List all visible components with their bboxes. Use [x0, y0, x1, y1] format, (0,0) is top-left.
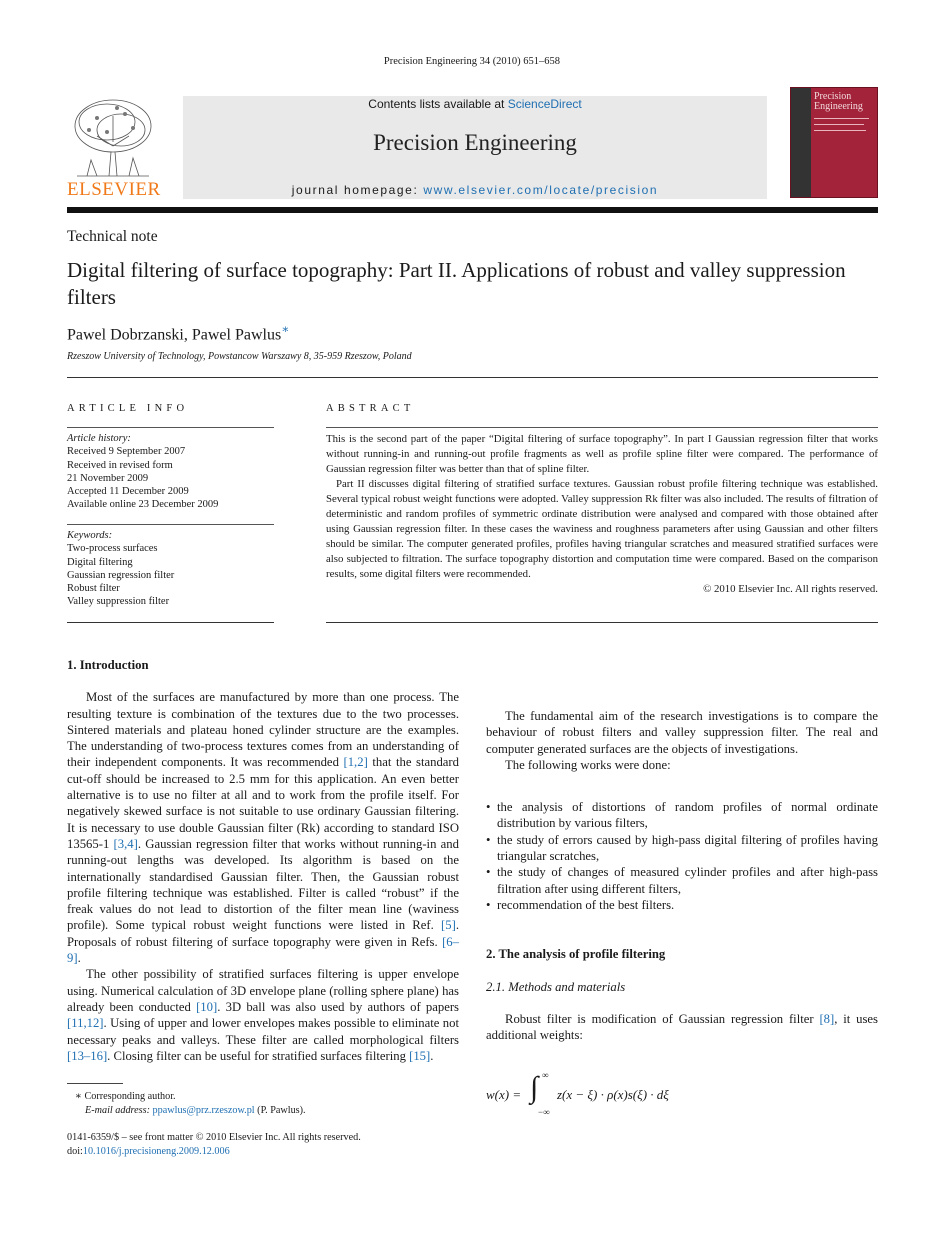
affiliation: Rzeszow University of Technology, Powstancow Warszawy 8, 35-959 Rzeszow, Poland	[67, 351, 412, 362]
journal-title: Precision Engineering	[373, 130, 577, 155]
keyword-item: Robust filter	[67, 583, 120, 595]
footnote	[67, 1090, 459, 1118]
citation-link[interactable]: [3,4]	[113, 836, 138, 851]
body-paragraph: The other possibility of stratified surfaces filtering is upper envelope using. Numerical calculation of 3D envelope plane (rolling sphere plane) has already been conducted [10]. 3D ball was also used by authors of papers [11,12]. Using of upper and lower envelopes makes possible to eliminate not necessary peaks and valleys. These filter are called morphological filters [13–16]. Closing filter can be useful for stratified surfaces filtering [15].	[67, 967, 459, 1063]
body-paragraph: The fundamental aim of the research investigations is to compare the behaviour of robust filters and valley suppression filter. The real and computer generated surfaces are the objects of investigations.	[486, 709, 878, 756]
abstract-paragraph: Part II discusses digital filtering of stratified surface textures. Gaussian robust profile filtering technique was established. Several typical robust weight functions were adopted. Valley suppression Rk filter was also included. The results of filtration of deterministic and random profiles of symmetric ordinate distribution were analysed and compared with those obtained after using Gaussian regression filter. In these cases the waviness and roughness parameters after using Gaussian and other filters should be similar. The computer generated profiles, profiles having triangular scratches and measured stratified surfaces were also subjected to filtration. The surface topography distortion and computation time were compared. Based on the comparison results, some digital filters were recommended.	[326, 478, 878, 580]
list-item: • the study of errors caused by high-pass digital filtering of profiles having triangular scratches,	[486, 832, 878, 864]
footnote-rule	[67, 1083, 123, 1084]
footnote-mark: ∗	[75, 1091, 82, 1102]
doi-link[interactable]: 10.1016/j.precisioneng.2009.12.006	[82, 1146, 230, 1157]
elsevier-logo[interactable]	[67, 96, 159, 200]
homepage-prefix: journal homepage:	[291, 183, 424, 197]
article-type: Technical note	[67, 228, 158, 245]
citation-link[interactable]: [13–16]	[67, 1048, 108, 1063]
integral-sign: ∫	[530, 1071, 539, 1104]
citation-link[interactable]: [10]	[196, 999, 218, 1014]
journal-masthead	[183, 96, 767, 199]
keyword-item: Two-process surfaces	[67, 543, 158, 555]
article-history	[67, 432, 274, 512]
keyword-item: Valley suppression filter	[67, 596, 170, 608]
email-label: E-mail address:	[85, 1105, 150, 1116]
contents-line	[183, 97, 767, 111]
equation	[486, 1070, 878, 1119]
journal-cover[interactable]	[790, 87, 878, 198]
corresponding-author-mark[interactable]: ∗	[281, 322, 290, 336]
work-list	[486, 799, 878, 913]
equation-lhs: w(x) =	[486, 1087, 522, 1102]
abstract-paragraph: This is the second part of the paper “Digital filtering of surface topography”. In part I Gaussian regression filter that works without running-in and running-out profile fragments as well as profile spline filter were compared. The performance of Gaussian regression filter was better than that of spline filter.	[326, 433, 878, 475]
cover-decor-line	[814, 124, 864, 125]
citation-link[interactable]: [11,12]	[67, 1016, 104, 1031]
citation-link[interactable]: [1,2]	[343, 755, 368, 770]
body-paragraph: Most of the surfaces are manufactured by more than one process. The resulting texture is combination of the textures due to the two processes. Sintered materials and plateau honed cylinder structure are the examples. The understanding of two-process textures comes from an understanding of their independent components. It was recommended [1,2] that the standard cut-off should be increased to 2.5 mm for this application. An even better alternative is to use no filter at all and to work from the profile itself. For negatively skewed surface is not suitable to use ordinary Gaussian filtering. It is necessary to use double Gaussian filter (Rk) according to standard ISO 13565-1 [3,4]. Gaussian regression filter that works without running-in and running-out lengths was developed. Its algorithm is based on the internationally standardised Gaussian filter. Then, the Gaussian robust profile filtering technique was established. Filter is called “robust” if the freak values do not lead to distortion of the filter mean line (waviness profile). Some typical robust weight functions were listed in Ref. [5]. Proposals of robust filtering of surface topography were given in Refs. [6–9].	[67, 690, 459, 966]
header-rule	[67, 207, 878, 213]
footnote-text: Corresponding author.	[84, 1091, 176, 1102]
elsevier-tree-icon	[67, 96, 159, 180]
divider	[326, 427, 878, 428]
left-column	[67, 657, 459, 1064]
cover-title	[814, 92, 863, 112]
cover-decor-line	[814, 130, 866, 131]
doi-line: doi:10.1016/j.precisioneng.2009.12.006	[67, 1146, 230, 1157]
abstract-copyright: © 2010 Elsevier Inc. All rights reserved.	[703, 583, 878, 595]
history-item: Available online 23 December 2009	[67, 499, 219, 511]
history-item: 21 November 2009	[67, 472, 149, 484]
integral-upper-limit: ∞	[542, 1070, 549, 1080]
running-header: Precision Engineering 34 (2010) 651–658	[383, 56, 561, 67]
journal-homepage	[183, 183, 767, 197]
abstract-heading: ABSTRACT	[326, 403, 415, 414]
list-item: • the analysis of distortions of random profiles of normal ordinate distribution by various filters,	[486, 800, 878, 831]
authors	[67, 322, 289, 344]
article-title: Digital filtering of surface topography: Part II. Applications of robust and valley suppression filters	[67, 258, 846, 309]
abstract-body	[326, 432, 878, 597]
integral-lower-limit: −∞	[538, 1107, 550, 1117]
issn-line: 0141-6359/$ – see front matter © 2010 Elsevier Inc. All rights reserved.	[67, 1132, 361, 1143]
subsection-heading: 2.1. Methods and materials	[486, 979, 626, 994]
keyword-item: Digital filtering	[67, 556, 133, 568]
cover-decor-line	[814, 118, 869, 119]
body-paragraph: The following works were done:	[505, 757, 671, 772]
list-item: • the study of changes of measured cylinder profiles and after high-pass filtration after using different filters,	[486, 865, 878, 896]
sciencedirect-link[interactable]: ScienceDirect	[507, 97, 582, 111]
history-label: Article history:	[67, 433, 131, 444]
cover-strip	[791, 88, 811, 197]
list-item: • recommendation of the best filters.	[486, 897, 675, 912]
history-item: Received 9 September 2007	[67, 446, 186, 458]
article-info-heading: ARTICLE INFO	[67, 403, 189, 414]
body-paragraph: Robust filter is modification of Gaussian regression filter [8], it uses additional weights:	[486, 1011, 878, 1043]
divider	[67, 622, 274, 623]
citation-link[interactable]: [8]	[819, 1011, 835, 1026]
keywords	[67, 529, 274, 609]
email-link[interactable]: ppawlus@prz.rzeszow.pl	[152, 1105, 255, 1116]
homepage-link[interactable]: www.elsevier.com/locate/precision	[423, 183, 659, 197]
citation-link[interactable]: [5]	[441, 918, 456, 933]
publisher-name: ELSEVIER	[67, 179, 161, 200]
divider	[67, 524, 274, 525]
keyword-item: Gaussian regression filter	[67, 569, 175, 581]
right-column	[486, 708, 878, 1043]
publication-info	[67, 1131, 459, 1159]
section-heading: 1. Introduction	[67, 658, 149, 672]
keywords-label: Keywords:	[67, 530, 113, 541]
citation-link[interactable]: [15]	[409, 1048, 431, 1063]
email-suffix: (P. Pawlus).	[257, 1105, 306, 1116]
divider	[326, 622, 878, 623]
history-item: Received in revised form	[67, 459, 173, 471]
divider	[67, 377, 878, 378]
cover-title-line1: Precision	[814, 91, 852, 102]
author-names: Pawel Dobrzanski, Pawel Pawlus	[67, 326, 282, 344]
section-heading: 2. The analysis of profile filtering	[486, 947, 666, 962]
equation-integrand: z(x − ξ) · ρ(x)s(ξ) · dξ	[557, 1087, 669, 1102]
divider	[67, 427, 274, 428]
contents-prefix: Contents lists available at	[368, 97, 508, 111]
citation-link[interactable]: [6–9]	[67, 934, 459, 966]
history-item: Accepted 11 December 2009	[67, 486, 189, 498]
cover-title-line2: Engineering	[814, 101, 863, 112]
